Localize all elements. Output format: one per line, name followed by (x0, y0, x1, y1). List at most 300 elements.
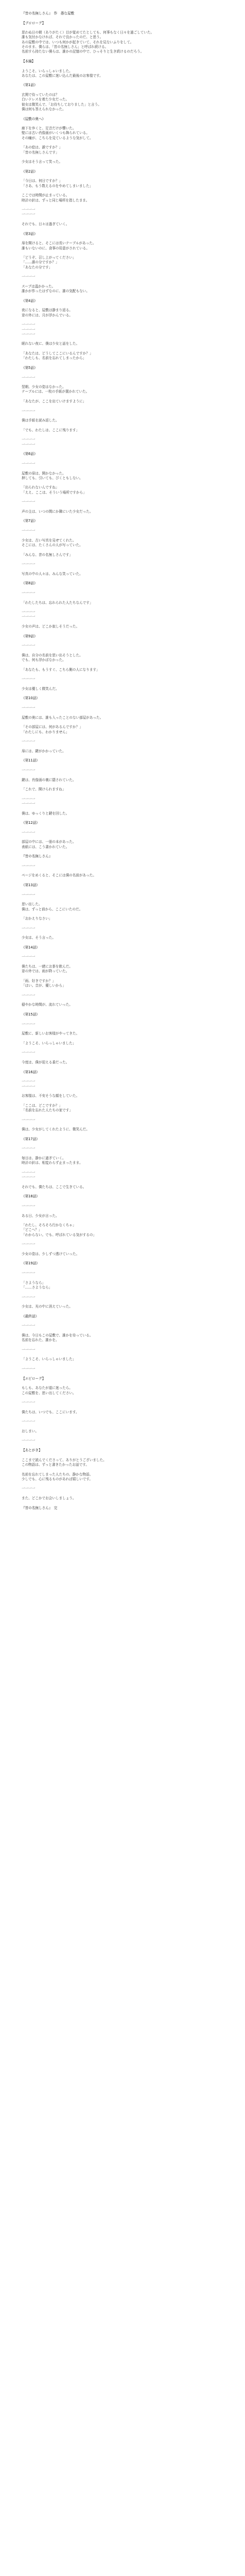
text-line (22, 447, 224, 452)
text-line (22, 888, 224, 892)
text-line: 《第5話》 (22, 365, 38, 370)
text-line: 《最終話》 (22, 1314, 39, 1318)
text-line (22, 1257, 224, 1261)
text-line: 扉を開けると、そこには長いテーブルがあった。 (22, 241, 96, 246)
text-line: 毎日は、静かに過ぎていく。 (22, 1156, 66, 1160)
text-line: 僕は、今日もこの屋敷で、誰かを待っている。 (22, 1333, 93, 1337)
text-line (22, 251, 224, 256)
text-line: 【エピローグ】 (22, 1376, 46, 1381)
text-line (22, 989, 224, 993)
text-line (22, 533, 224, 538)
text-line (22, 78, 224, 83)
text-line: 「あなたが、ここを出ていけますように」 (22, 399, 86, 404)
text-line: 《第14話》 (22, 945, 40, 950)
text-line (22, 1017, 224, 1022)
text-line: 僕は手紙を読み返した。 (22, 418, 59, 423)
text-line (22, 998, 224, 1003)
text-line: 少女は優しく微笑んだ。 (22, 686, 59, 691)
text-line (22, 203, 224, 208)
text-line: 一一一一 (22, 590, 36, 595)
text-line: 少女は、そう言った。 (22, 936, 56, 940)
text-line: 「さようなら」 (22, 1280, 46, 1285)
text-line (22, 1075, 224, 1079)
text-line (22, 754, 224, 758)
text-line: 眠れない夜に、僕は少女と話をした。 (22, 342, 80, 346)
text-line: 「わたしたちは、忘れられた人たちなんです」 (22, 600, 93, 605)
text-line: 「ようこそ、いらっしゃいました」 (22, 1357, 76, 1362)
text-line: 一一一一 (22, 830, 36, 835)
text-line: 少女は、古い写真を見せてくれた。 (22, 538, 76, 543)
text-line (22, 1132, 224, 1137)
text-line: 《第4話》 (22, 298, 38, 303)
text-line: 時計の針は、相変わらず止まったまま。 (22, 1161, 83, 1165)
text-line: ページをめくると、そこには僕の名前があった。 (22, 873, 96, 878)
text-line: 『昔の名無しさん』 作 愚な屋敷 (22, 11, 75, 15)
text-line: 白いドレスを着た少女だった。 (22, 97, 69, 102)
text-line: 「名前を忘れた人たちの家です」 (22, 1108, 73, 1112)
text-line: 《第18話》 (22, 1194, 40, 1199)
text-line (22, 514, 224, 519)
text-line: 僕たちは、一緒にお茶を飲んだ。 (22, 964, 73, 969)
text-line (22, 1065, 224, 1070)
text-line (22, 236, 224, 241)
text-line: お客様は、不安そうな顔をしていた。 (22, 1094, 80, 1098)
text-line: 《第2話》 (22, 169, 38, 174)
text-line: 《第6話》 (22, 452, 38, 456)
text-line: 《第10話》 (22, 696, 40, 701)
text-line: 《第17話》 (22, 1137, 40, 1141)
text-line (22, 567, 224, 571)
text-line: ある日、少女が言った。 (22, 1213, 59, 1218)
text-line: 僕は、少女がしてくれたように、微笑んだ。 (22, 1127, 90, 1132)
text-line (22, 457, 224, 462)
text-line: 夜になると、屋敷は静まり返る。 (22, 308, 73, 313)
text-line (22, 1309, 224, 1314)
text-line: 一一一一 (22, 955, 36, 959)
text-line: でも、何も浮かばなかった。 (22, 658, 66, 663)
text-line (22, 155, 224, 160)
text-line: 思わぬ日の朝（ありがたく）目が覚めてたとしても、何事もなく日々を過ごしていた。 (22, 30, 154, 35)
text-line: 「わたしも、名前を忘れてしまったから」 (22, 356, 86, 361)
text-line: 『昔の名無しさん』 (22, 854, 52, 859)
text-line (22, 1027, 224, 1031)
text-line: 一一一一 (22, 1486, 36, 1491)
text-line: 《第8話》 (22, 581, 38, 586)
text-line: 「どこへ？」 (22, 1228, 42, 1232)
text-line: 表紙には、こう書かれていた。 (22, 844, 69, 849)
text-line (22, 1180, 224, 1184)
text-line (22, 629, 224, 634)
text-line (22, 64, 224, 69)
text-line (22, 1492, 224, 1496)
text-line (22, 1343, 224, 1348)
text-line (22, 1434, 224, 1438)
text-line: 《第13話》 (22, 883, 40, 888)
text-line (22, 806, 224, 811)
text-line (22, 318, 224, 323)
text-line: 「あの絵は、誰ですか？」 (22, 145, 63, 150)
text-line: 窓の外には、月が浮かんでいる。 (22, 313, 73, 317)
text-line (22, 701, 224, 706)
text-line: 廊下を歩くと、足音だけが響いた。 (22, 126, 76, 131)
text-line (22, 88, 224, 93)
text-line (22, 1482, 224, 1486)
text-line: 一一一一 (22, 610, 36, 615)
text-line (22, 912, 224, 917)
text-line (22, 548, 224, 552)
text-line (22, 648, 224, 653)
text-line: 一一一一 (22, 768, 36, 772)
text-line: 一一一一 (22, 1117, 36, 1122)
text-line: 一一一一 (22, 1367, 36, 1371)
text-line: 【プロローグ】 (22, 21, 46, 25)
text-line (22, 1276, 224, 1280)
text-line (22, 586, 224, 591)
text-line: 「……誰の分ですか？」 (22, 260, 59, 265)
text-line: 一一一一 (22, 926, 36, 930)
text-line: ようこそ、いらっしゃいました。 (22, 69, 73, 73)
text-line: 彼女は微笑んで、「お待ちしておりました」と言う。 (22, 102, 101, 107)
text-line: それでも、日々は過ぎていく。 (22, 222, 69, 227)
text-line (22, 380, 224, 385)
text-line (22, 1425, 224, 1429)
text-line: 一一一一 (22, 677, 36, 682)
text-line: 一一一一 (22, 892, 36, 897)
text-line: 「ええ、ここは、そういう場所ですから」 (22, 490, 86, 495)
text-line: 《第11話》 (22, 758, 40, 763)
text-line: 壁には古い肖像画がいくつも飾られている。 (22, 131, 90, 135)
text-line (22, 1113, 224, 1117)
text-line: 一一一一 (22, 461, 36, 466)
text-line: 一一一一 (22, 796, 36, 801)
text-line (22, 1266, 224, 1271)
text-line: 《第9話》 (22, 634, 38, 638)
text-line: 一一一一 (22, 706, 36, 710)
text-line: 「昔の名無しさんです」 (22, 150, 59, 155)
text-line: 一一一一 (22, 1084, 36, 1089)
text-line (22, 1008, 224, 1012)
text-line (22, 481, 224, 485)
text-line (22, 1190, 224, 1194)
text-line (22, 596, 224, 600)
text-line: 【本編】 (22, 59, 36, 63)
text-line: 僕は、ずっと前から、ここにいたのだ。 (22, 907, 83, 911)
text-line: 「さあ、もう数えるのをやめてしまいました」 (22, 183, 93, 188)
text-line: 押しても、引いても、びくともしない。 (22, 476, 83, 480)
text-line (22, 495, 224, 500)
text-line (22, 960, 224, 964)
text-line: あなたは、この屋敷に迷い込んだ最後のお客様です。 (22, 73, 103, 78)
text-line (22, 404, 224, 409)
text-line (22, 1056, 224, 1060)
text-line: 玄関で待っていたのは？ (22, 93, 59, 97)
text-line (22, 1405, 224, 1410)
text-line (22, 620, 224, 624)
text-line (22, 1290, 224, 1295)
text-line (22, 1166, 224, 1171)
text-line: 一一一一 (22, 1400, 36, 1405)
text-line (22, 433, 224, 437)
text-line: 「はい。音が、優しいから」 (22, 984, 66, 988)
text-line: 《第19話》 (22, 1261, 40, 1266)
text-line: 一一一一 (22, 212, 36, 217)
text-line (22, 672, 224, 677)
text-line (22, 720, 224, 725)
text-line: 一一一一 (22, 993, 36, 997)
text-line: 「ここは、どこですか？」 (22, 1103, 63, 1108)
text-line (22, 869, 224, 873)
text-line: 一一一一 (22, 1324, 36, 1328)
text-line: ここまで読んでくださって、ありがとうございました。 (22, 1458, 107, 1462)
text-line: 少しでも、心に残るものがあれば嬉しいです。 (22, 1477, 93, 1481)
text-line (22, 1453, 224, 1458)
text-line: 窓の外では、雨が降っていた。 (22, 969, 69, 974)
text-line: 時計の針は、ずっと同じ場所を指したまま。 (22, 198, 90, 202)
text-line (22, 639, 224, 643)
text-line: 一一一一 (22, 1022, 36, 1026)
text-line (22, 744, 224, 749)
text-line: 鍵は、肖像画の裏に隠されていた。 (22, 777, 76, 782)
text-line: 一一一一 (22, 275, 36, 279)
text-line (22, 189, 224, 193)
text-line (22, 227, 224, 231)
text-line (22, 395, 224, 399)
text-line (22, 1396, 224, 1400)
text-line (22, 783, 224, 787)
text-line: 屋敷に、新しいお客様がやってきた。 (22, 1031, 80, 1036)
text-line: 《第15話》 (22, 1012, 40, 1017)
text-line: 「でも、わたしは、ここに残ります」 (22, 428, 80, 432)
text-line (22, 370, 224, 375)
text-line (22, 878, 224, 883)
text-line: 一一一一 (22, 332, 36, 336)
text-line (22, 1089, 224, 1094)
text-line: テーブルには、一枚の手紙が置かれていた。 (22, 389, 90, 394)
text-line: 「これで、開けられますね」 (22, 787, 66, 792)
text-line: 一一一一 (22, 739, 36, 744)
text-line (22, 835, 224, 840)
text-line (22, 16, 224, 21)
text-line (22, 55, 224, 59)
text-line (22, 280, 224, 284)
text-line: 少女の姿は、少しずつ透けていった。 (22, 1251, 80, 1256)
text-line: 僕は、自分の名前を思い出そうとした。 (22, 653, 83, 657)
text-line (22, 1381, 224, 1386)
text-line (22, 165, 224, 170)
text-line: 一一一一 (22, 327, 36, 332)
text-line: 名前すら持たない僕らは、誰かの記憶の中で、ひっそりと生き続けるのだろう。 (22, 49, 144, 54)
text-line: 一一一一 (22, 1175, 36, 1180)
text-line (22, 1199, 224, 1204)
text-line (22, 337, 224, 342)
text-line: 少女は、光の中に消えていった。 (22, 1304, 73, 1309)
text-line: 一一一一 (22, 1271, 36, 1276)
text-line (22, 921, 224, 926)
text-line: また、どこかでお会いしましょう。 (22, 1496, 76, 1501)
text-line: 《第16話》 (22, 1070, 40, 1074)
text-line (22, 1046, 224, 1050)
text-line (22, 270, 224, 275)
text-line: 部屋の中には、一冊の本があった。 (22, 840, 76, 844)
text-line: 一一一一 (22, 863, 36, 868)
text-line (22, 524, 224, 529)
text-line: 写真の中の人々は、みんな笑っていた。 (22, 571, 83, 576)
text-line (22, 792, 224, 796)
text-line: 僕は何も答えられなかった。 (22, 107, 66, 111)
text-line: 一一一一 (22, 1170, 36, 1175)
text-line (22, 1444, 224, 1448)
text-line: 屋敷の奥には、誰も入ったことのない部屋があった。 (22, 715, 103, 720)
text-line: 「ようこそ、いらっしゃいました」 (22, 1041, 76, 1045)
text-line: 「あなたの分です」 (22, 265, 52, 269)
text-line (22, 710, 224, 715)
text-line: 扉には、鍵がかかっていた。 (22, 749, 66, 753)
text-line: 誰も気付かなければ、それで良かったのだ、と思う。 (22, 35, 103, 40)
text-line: この屋敷を、思い出してください。 (22, 1391, 76, 1395)
text-line: 一一一一 (22, 643, 36, 648)
text-line: 一一一一 (22, 500, 36, 504)
text-line: もしも、あなたが道に迷ったら。 (22, 1386, 73, 1391)
text-line (22, 1209, 224, 1213)
text-line: そこには、たくさんの人が写っていた。 (22, 543, 83, 547)
text-line (22, 466, 224, 471)
text-line (22, 1319, 224, 1324)
text-line (22, 1362, 224, 1367)
text-line: 誰かが作ったはずなのに、誰の気配もない。 (22, 289, 90, 294)
text-line: 誰もいないのに、食事の用意がされている。 (22, 246, 90, 250)
text-line: 一一一一 (22, 208, 36, 212)
text-line (22, 174, 224, 179)
text-line: 「……さようなら」 (22, 1285, 52, 1290)
text-line: 【あとがき】 (22, 1448, 42, 1453)
text-line (22, 1467, 224, 1472)
text-line: 《屋敷の奥へ》 (22, 116, 46, 121)
text-line: 《第7話》 (22, 519, 38, 523)
text-line: 「雨、好きですか？」 (22, 978, 56, 983)
text-line: 一一一一 (22, 1419, 36, 1424)
text-line: 一一一一 (22, 1295, 36, 1299)
text-line: 翌朝、少女の姿はなかった。 (22, 385, 66, 389)
text-line: 穏やかな時間が、流れていった。 (22, 1003, 73, 1007)
text-line: 屋敷の扉は、開かなかった。 (22, 471, 66, 476)
text-line: 「わからない。でも、呼ばれている気がするの」 (22, 1232, 97, 1237)
text-line (22, 941, 224, 945)
text-line: 「わたし、そろそろ行かなくちゃ」 (22, 1223, 76, 1228)
text-line: 一一一一 (22, 323, 36, 327)
text-line (22, 1238, 224, 1242)
text-line: 「おかえりなさい」 (22, 917, 52, 921)
text-line (22, 361, 224, 366)
text-line: 一一一一 (22, 1146, 36, 1151)
text-line (22, 1247, 224, 1252)
text-line: それでも、僕たちは、ここで生きている。 (22, 1184, 86, 1189)
text-line: 「出られないんですね」 (22, 485, 59, 490)
text-line: おしまい。 (22, 1429, 39, 1433)
text-line (22, 505, 224, 510)
text-line (22, 825, 224, 830)
text-line (22, 682, 224, 687)
text-line: 『昔の名無しさん』 完 (22, 1505, 58, 1510)
text-line: そのまま、僕らは、「昔の名無しさん」と呼ばれ続ける。 (22, 45, 109, 49)
text-line (22, 217, 224, 222)
text-line: 「どうぞ、召し上がってください」 (22, 256, 76, 260)
text-line (22, 423, 224, 428)
text-line: 一一一一 (22, 1204, 36, 1208)
text-line: ここでは時間が止まっている。 (22, 193, 69, 198)
text-line (22, 605, 224, 610)
text-line (22, 764, 224, 768)
text-line (22, 26, 224, 30)
text-line (22, 303, 224, 308)
text-line (22, 1151, 224, 1156)
text-line: 一一一一 (22, 562, 36, 567)
text-line (22, 1501, 224, 1505)
text-line (22, 1415, 224, 1419)
text-line: 一一一一 (22, 375, 36, 380)
text-line: 一一一一 (22, 1050, 36, 1055)
text-line (22, 1098, 224, 1103)
text-line: この物語は、ずっと書きたかったお話です。 (22, 1462, 89, 1467)
text-line: 一一一一 (22, 529, 36, 533)
text-line (22, 1218, 224, 1223)
text-line: その瞳が、こちらを見ているような気がして。 (22, 135, 93, 140)
text-line: 思い出した。 (22, 902, 42, 907)
text-line (22, 141, 224, 145)
text-line (22, 897, 224, 902)
text-line: 少女の声は、どこか寂しそうだった。 (22, 624, 80, 629)
text-line: 「その部屋には、何があるんですか？」 (22, 725, 83, 730)
text-line: 《第12話》 (22, 821, 40, 825)
text-line (22, 859, 224, 864)
text-line: 今度は、僕が迎える番だった。 (22, 1060, 69, 1065)
text-line: 「今日は、何日ですか？」 (22, 179, 63, 183)
text-line (22, 1300, 224, 1304)
text-line: 「わたしにも、わかりません」 (22, 730, 69, 734)
text-line (22, 1352, 224, 1357)
text-line: 名前を忘れてしまった人たちの、静かな物語。 (22, 1472, 93, 1477)
text-line (22, 294, 224, 299)
text-line (22, 577, 224, 581)
text-line: 「みんな、昔の名無しさんです」 (22, 552, 73, 557)
text-line: 《第3話》 (22, 231, 38, 236)
text-line: 一一一一 (22, 437, 36, 442)
text-line (22, 1142, 224, 1146)
text-line: 少女はそう言って笑った。 (22, 160, 63, 164)
text-line: 一一一一 (22, 442, 36, 447)
text-line (22, 773, 224, 777)
text-line (22, 414, 224, 418)
text-line: スープは温かかった。 (22, 284, 56, 289)
text-line: 一一一一 (22, 1438, 36, 1443)
text-line (22, 1037, 224, 1041)
text-line (22, 557, 224, 562)
text-line: 声の主は、いつの間にか隣にいた少女だった。 (22, 509, 93, 514)
text-line: 一一一一 (22, 801, 36, 806)
text-line (22, 850, 224, 854)
text-line: 一一一一 (22, 1079, 36, 1084)
text-line (22, 950, 224, 955)
text-line: 一一一一 (22, 1347, 36, 1352)
text-line (22, 735, 224, 739)
text-line: 僕は、ゆっくりと鍵を回した。 (22, 811, 69, 816)
text-line: あの屋敷の中では、いつも何かが起きていて、それを見ないふりをして。 (22, 40, 134, 44)
text-line (22, 663, 224, 667)
text-line (22, 691, 224, 696)
text-line (22, 931, 224, 936)
text-line (22, 122, 224, 126)
text-line: 一一一一 (22, 1242, 36, 1247)
text-line: 一一一一 (22, 409, 36, 413)
